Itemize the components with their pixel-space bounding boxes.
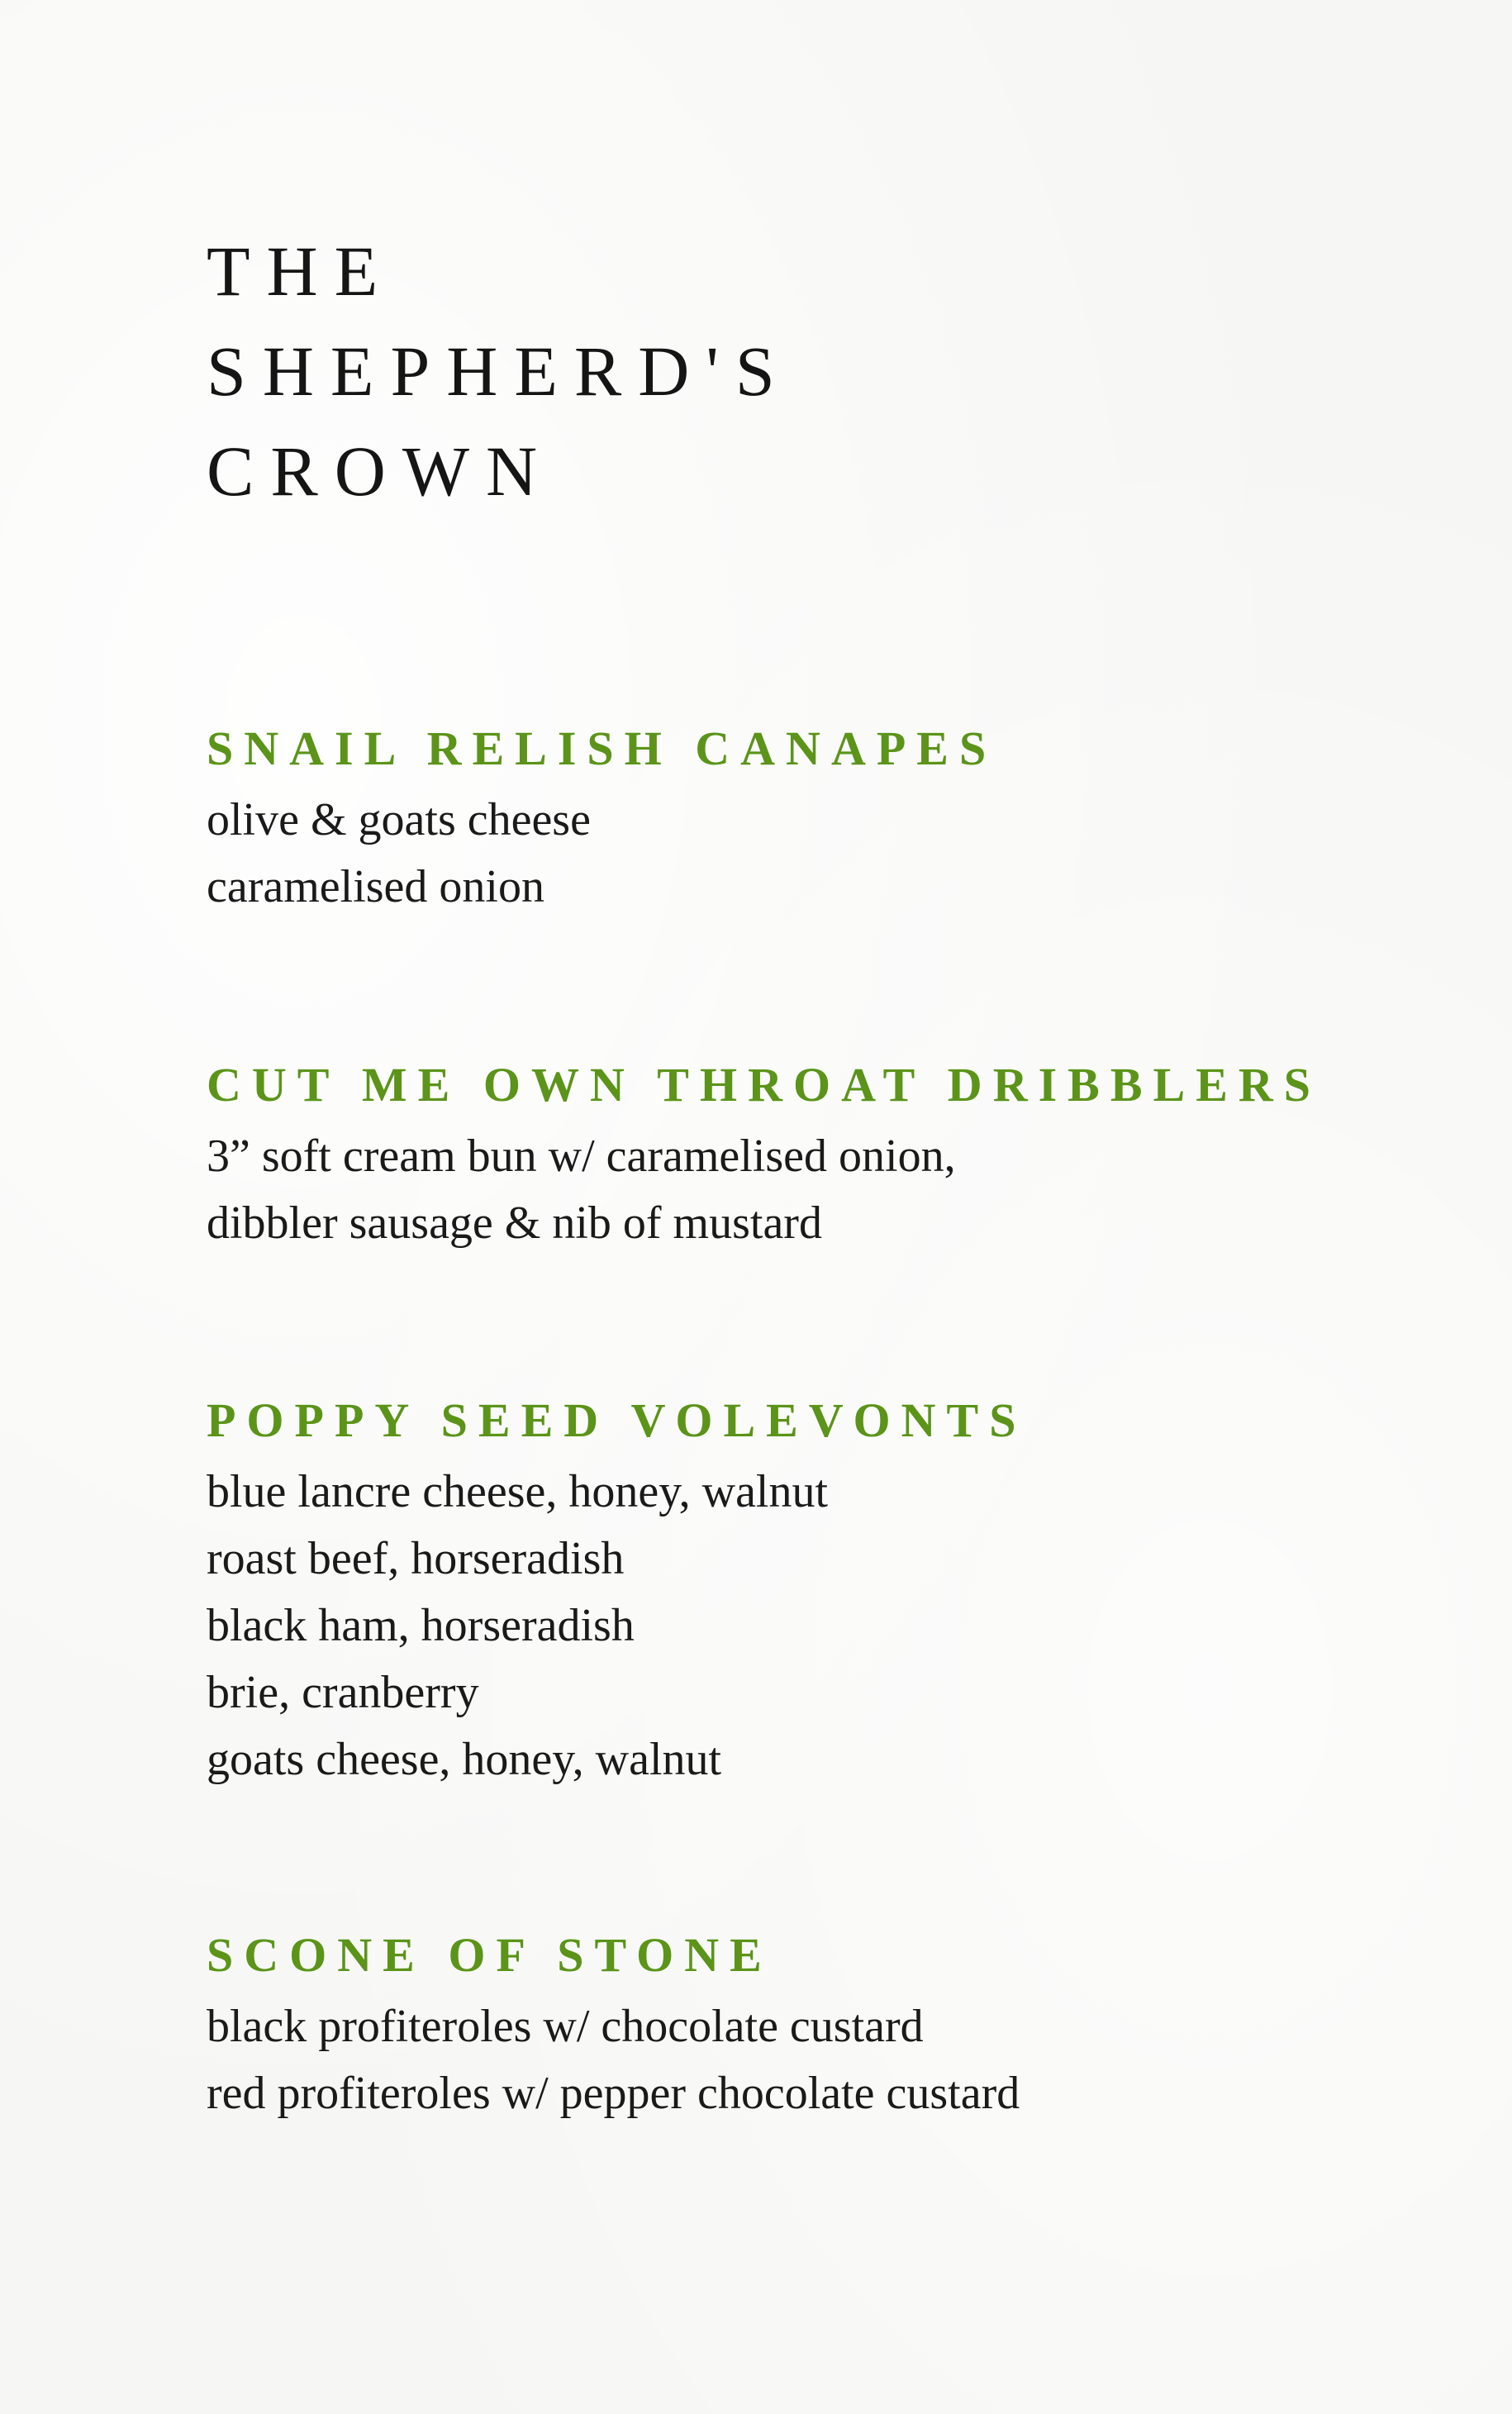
dish-item: caramelised onion [207, 861, 544, 912]
dish-item: olive & goats cheese [207, 794, 591, 845]
dish-item: dibbler sausage & nib of mustard [207, 1197, 822, 1249]
dish-item: goats cheese, honey, walnut [207, 1734, 722, 1785]
dish-list [207, 1993, 1479, 2127]
dish-item: roast beef, horseradish [207, 1533, 625, 1584]
dish-item: red profiteroles w/ pepper chocolate custard [207, 2068, 1020, 2119]
section-heading: CUT ME OWN THROAT DRIBBLERS [207, 1058, 1322, 1112]
dish-list [207, 1459, 1479, 1793]
dish-item: brie, cranberry [207, 1667, 479, 1718]
dish-item: 3” soft cream bun w/ caramelised onion, [207, 1131, 956, 1182]
dish-item: blue lancre cheese, honey, walnut [207, 1466, 829, 1517]
menu-title-line: SHEPHERD'S [207, 331, 792, 411]
menu-section-poppy-seed-volevonts [207, 1388, 1479, 1793]
dish-item: black profiteroles w/ chocolate custard [207, 2001, 924, 2052]
menu-title [207, 221, 792, 521]
section-heading: POPPY SEED VOLEVONTS [207, 1393, 1027, 1447]
dish-item: black ham, horseradish [207, 1600, 635, 1651]
menu-section-cut-me-own-throat-dribblers [207, 1052, 1479, 1257]
menu-section-snail-relish-canapes [207, 716, 1479, 921]
section-heading: SNAIL RELISH CANAPES [207, 721, 997, 775]
section-heading: SCONE OF STONE [207, 1928, 773, 1982]
menu-title-line: CROWN [207, 431, 554, 511]
dish-list [207, 787, 1479, 921]
dish-list [207, 1123, 1479, 1257]
menu-section-scone-of-stone [207, 1922, 1479, 2127]
menu-title-line: THE [207, 231, 395, 311]
